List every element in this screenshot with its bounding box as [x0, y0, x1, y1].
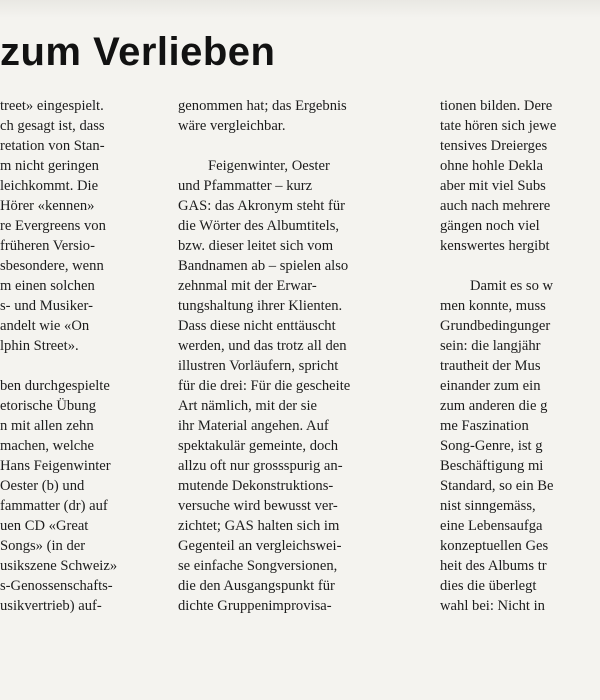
text-line: Gegenteil an vergleichswei-: [178, 538, 342, 554]
text-line: Standard, so ein Be: [440, 478, 554, 494]
text-line: s- und Musiker-: [0, 298, 93, 314]
paragraph: [0, 376, 160, 616]
paragraph: [440, 276, 600, 616]
page-top-edge: [0, 0, 600, 18]
text-line: aber mit viel Subs: [440, 178, 546, 194]
text-line: nist sinngemäss,: [440, 498, 536, 514]
paragraph-spacer: [178, 136, 392, 156]
text-line: konzeptuellen Ges: [440, 538, 549, 554]
text-line: zichtet; GAS halten sich im: [178, 518, 340, 534]
text-line: Feigenwinter, Oester: [208, 158, 330, 174]
text-line: me Faszination: [440, 418, 529, 434]
text-line: m nicht geringen: [0, 158, 99, 174]
text-line: Oester (b) und: [0, 478, 85, 494]
text-line: sein: die langjähr: [440, 338, 541, 354]
text-line: versuche wird bewusst ver-: [178, 498, 338, 514]
text-line: lphin Street».: [0, 338, 79, 354]
text-line: GAS: das Akronym steht für: [178, 198, 346, 214]
paragraph: [0, 96, 160, 356]
text-line: und Pfammatter – kurz: [178, 178, 313, 194]
column-middle: [178, 96, 392, 616]
text-line: einander zum ein: [440, 378, 541, 394]
text-line: Bandnamen ab – spielen also: [178, 258, 349, 274]
column-left: [0, 96, 160, 616]
text-line: men konnte, muss: [440, 298, 546, 314]
text-line: werden, und das trotz all den: [178, 338, 347, 354]
text-line: spektakulär gemeinte, doch: [178, 438, 339, 454]
text-line: uen CD «Great: [0, 518, 89, 534]
text-line: treet» eingespielt.: [0, 98, 104, 114]
paragraph: [440, 96, 600, 256]
text-line: Beschäftigung mi: [440, 458, 544, 474]
text-line: usikszene Schweiz»: [0, 558, 118, 574]
headline: zum Verlieben: [0, 30, 276, 74]
text-line: trautheit der Mus: [440, 358, 541, 374]
text-line: fammatter (dr) auf: [0, 498, 108, 514]
text-line: die den Ausgangspunkt für: [178, 578, 335, 594]
text-line: ohne hohle Dekla: [440, 158, 543, 174]
text-line: se einfache Songversionen,: [178, 558, 338, 574]
text-line: früheren Versio-: [0, 238, 95, 254]
text-line: usikvertrieb) auf-: [0, 598, 102, 614]
text-line: dichte Gruppenimprovisa-: [178, 598, 332, 614]
text-line: ch gesagt ist, dass: [0, 118, 105, 134]
text-line: Art nämlich, mit der sie: [178, 398, 318, 414]
text-line: die Wörter des Albumtitels,: [178, 218, 340, 234]
text-line: Hörer «kennen»: [0, 198, 95, 214]
paragraph-spacer: [0, 356, 160, 376]
text-line: auch nach mehrere: [440, 198, 551, 214]
text-line: tate hören sich jewe: [440, 118, 557, 134]
text-line: mutende Dekonstruktions-: [178, 478, 334, 494]
text-line: eine Lebensaufga: [440, 518, 543, 534]
text-line: andelt wie «On: [0, 318, 90, 334]
text-line: zum anderen die g: [440, 398, 548, 414]
text-line: Songs» (in der: [0, 538, 86, 554]
text-line: ben durchgespielte: [0, 378, 110, 394]
text-line: gängen noch viel: [440, 218, 540, 234]
text-line: Damit es so w: [470, 278, 554, 294]
text-line: leichkommt. Die: [0, 178, 99, 194]
text-line: allzu oft nur grossspurig an-: [178, 458, 343, 474]
text-line: Song-Genre, ist g: [440, 438, 543, 454]
text-line: machen, welche: [0, 438, 94, 454]
text-line: wahl bei: Nicht in: [440, 598, 545, 614]
text-line: zehnmal mit der Erwar-: [178, 278, 317, 294]
paragraph-spacer: [440, 256, 600, 276]
paragraph: [178, 96, 392, 136]
text-line: wäre vergleichbar.: [178, 118, 286, 134]
text-line: tensives Dreierges: [440, 138, 548, 154]
text-line: Dass diese nicht enttäuscht: [178, 318, 336, 334]
text-line: illustren Vorläufern, spricht: [178, 358, 339, 374]
text-line: retation von Stan-: [0, 138, 105, 154]
text-line: dies die überlegt: [440, 578, 537, 594]
text-line: genommen hat; das Ergebnis: [178, 98, 347, 114]
text-line: heit des Albums tr: [440, 558, 547, 574]
text-line: tionen bilden. Dere: [440, 98, 553, 114]
text-line: kenswertes hergibt: [440, 238, 550, 254]
text-line: für die drei: Für die gescheite: [178, 378, 351, 394]
text-line: Grundbedingunger: [440, 318, 551, 334]
text-line: m einen solchen: [0, 278, 95, 294]
text-line: n mit allen zehn: [0, 418, 94, 434]
text-line: Hans Feigenwinter: [0, 458, 111, 474]
text-line: etorische Übung: [0, 398, 97, 414]
text-line: tungshaltung ihrer Klienten.: [178, 298, 343, 314]
text-line: sbesondere, wenn: [0, 258, 104, 274]
text-line: ihr Material angehen. Auf: [178, 418, 329, 434]
text-line: bzw. dieser leitet sich vom: [178, 238, 334, 254]
paragraph: [178, 156, 392, 616]
text-line: s-Genossenschafts-: [0, 578, 113, 594]
text-line: re Evergreens von: [0, 218, 106, 234]
column-right: [440, 96, 600, 616]
